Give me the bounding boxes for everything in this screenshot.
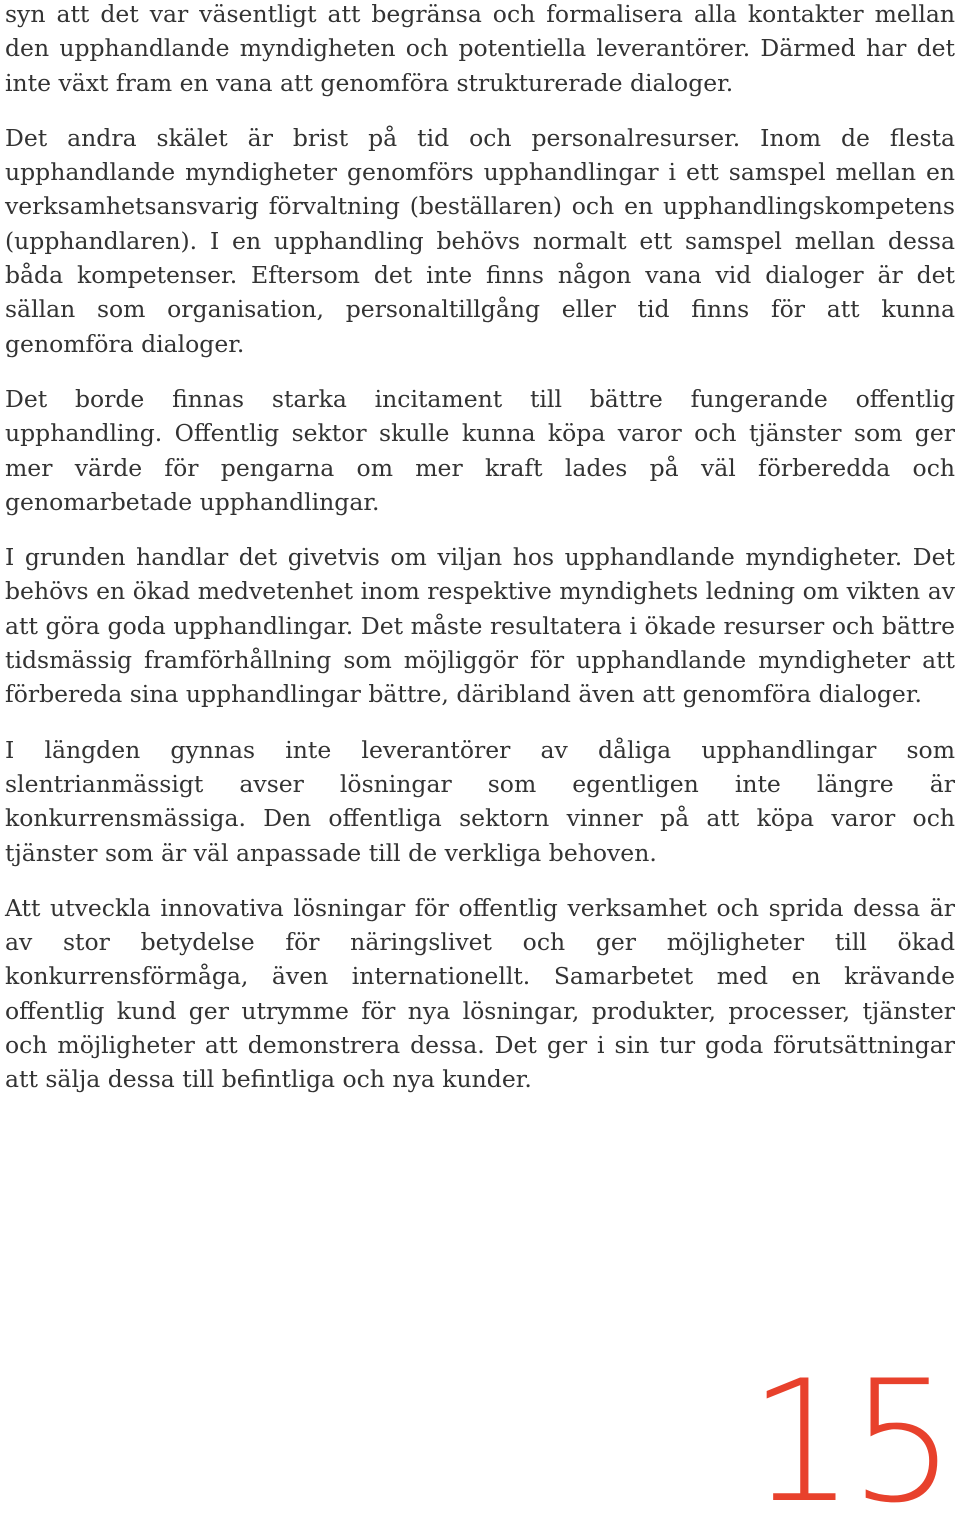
paragraph-3: Det borde finnas starka incitament till bättre fungerande offentlig upphandling. Offentlig sektor skulle kunna köpa varor och tjänster som ger mer värde för pengarna om mer kraft lades på väl förberedda och genomarbetade upphandlingar. (5, 384, 955, 516)
document-body (5, 0, 955, 1118)
paragraph-1: syn att det var väsentligt att begränsa och formalisera alla kontakter mellan den upphandlande myndigheten och potentiella leverantörer. Därmed har det inte växt fram en vana att genomföra strukturerade dialoger. (5, 0, 955, 97)
paragraph-4: I grunden handlar det givetvis om viljan hos upphandlande myndigheter. Det behövs en ökad medvetenhet inom respektive myndighets ledning om vikten av att göra goda upphandlingar. Det måste resultatera i ökade resurser och bättre tidsmässig framförhållning som möjliggör för upphandlande myndigheter att förbereda sina upphandlingar bättre, däribland även att genomföra dialoger. (5, 543, 955, 709)
paragraph-2: Det andra skälet är brist på tid och personalresurser. Inom de flesta upphandlande myndigheter genomförs upphandlingar i ett samspel mellan en verksamhetsansvarig förvaltning (beställaren) och en upphandlingskompetens (upphandlaren). I en upphandling behövs normalt ett samspel mellan dessa båda kompetenser. Eftersom det inte finns någon vana vid dialoger är det sällan som organisation, personaltillgång eller tid finns för att kunna genomföra dialoger. (5, 123, 955, 358)
paragraph-6: Att utveckla innovativa lösningar för offentlig verksamhet och sprida dessa är av stor betydelse för näringslivet och ger möjligheter till ökad konkurrensförmåga, även internationellt. Samarbetet med en krävande offentlig kund ger utrymme för nya lösningar, produkter, processer, tjänster och möjligheter att demonstrera dessa. Det ger i sin tur goda förutsättningar att sälja dessa till befintliga och nya kunder. (5, 893, 955, 1094)
paragraph-5: I längden gynnas inte leverantörer av dåliga upphandlingar som slentrianmässigt avser lösningar som egentligen inte längre är konkurrensmässiga. Den offentliga sektorn vinner på att köpa varor och tjänster som är väl anpassade till de verkliga behoven. (5, 735, 955, 867)
page-number: 15 (748, 1344, 950, 1540)
